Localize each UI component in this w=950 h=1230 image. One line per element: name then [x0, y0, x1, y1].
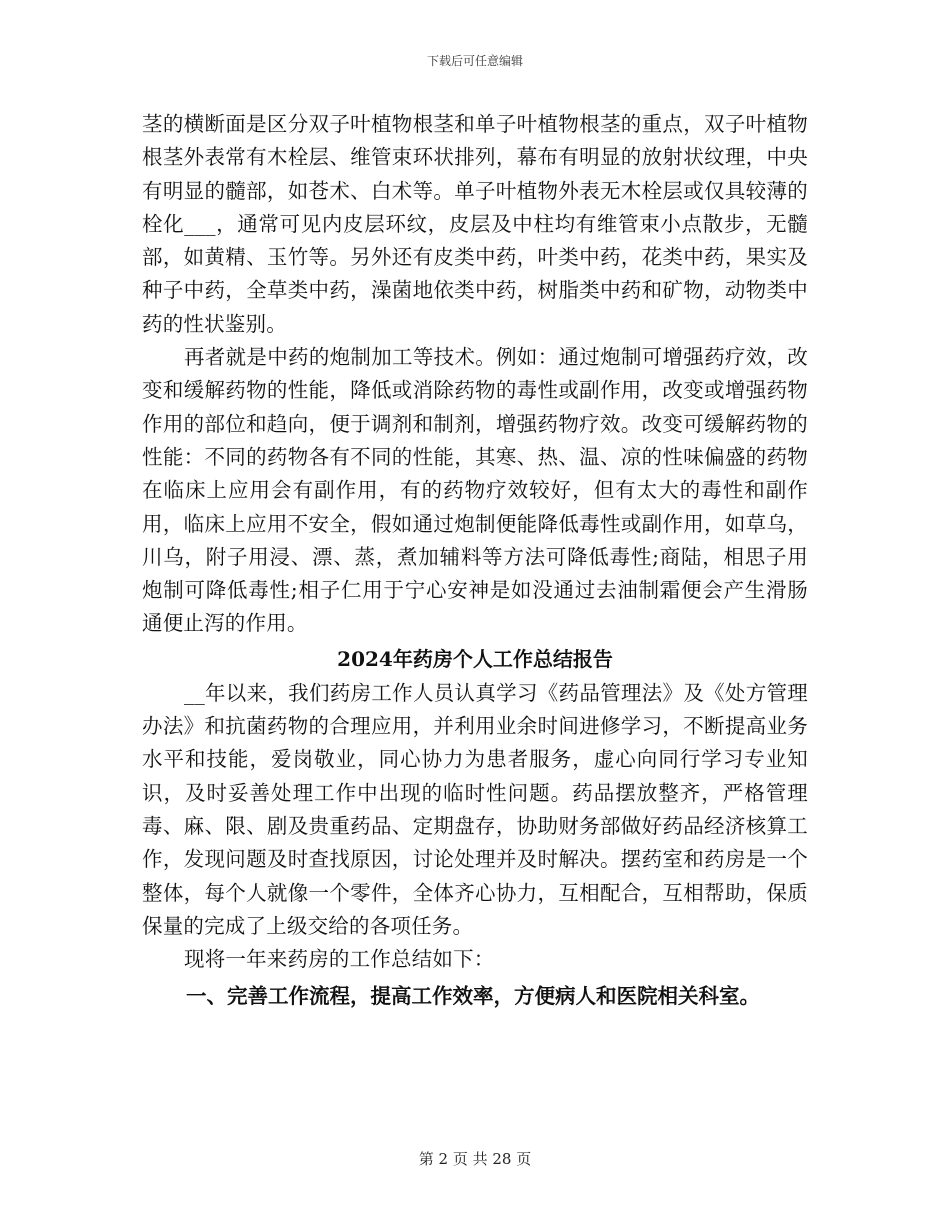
paragraph-rhizome-identification: 茎的横断面是区分双子叶植物根茎和单子叶植物根茎的重点，双子叶植物根茎外表常有木栓层、维管束环状排列，幕布有明显的放射状纹理，中央有明显的髓部，如苍术、白术等。单子叶植物外表无木栓层或仅具较薄的栓化___，通常可见内皮层环纹，皮层及中柱均有维管束小点散步，无髓部，如黄精、玉竹等。另外还有皮类中药，叶类中药，花类中药，果实及种子中药，全草类中药，澡菌地依类中药，树脂类中药和矿物，动物类中药的性状鉴别。	[142, 112, 808, 336]
page-header-note: 下载后可任意编辑	[426, 54, 523, 68]
document-body	[142, 108, 808, 1014]
section-heading-1: 一、完善工作流程，提高工作效率，方便病人和医院相关科室。	[186, 984, 760, 1009]
paragraph-processing-techniques: 再者就是中药的炮制加工等技术。例如：通过炮制可增强药疗效，改变和缓解药物的性能，降低或消除药物的毒性或副作用，改变或增强药物作用的部位和趋向，便于调剂和制剂，增强药物疗效。改变可缓解药物的性能：不同的药物各有不同的性能，其寒、热、温、凉的性味偏盛的药物在临床上应用会有副作用，有的药物疗效较好，但有太大的毒性和副作用，临床上应用不安全，假如通过炮制便能降低毒性或副作用，如草乌，川乌，附子用浸、漂、蒸，煮加辅料等方法可降低毒性;商陆，相思子用炮制可降低毒性;相子仁用于宁心安神是如没通过去油制霜便会产生滑肠通便止泻的作用。	[142, 345, 808, 636]
paragraph-summary-lead: 现将一年来药房的工作总结如下：	[184, 947, 495, 972]
paragraph-report-intro: __年以来，我们药房工作人员认真学习《药品管理法》及《处方管理办法》和抗菌药物的合理应用，并利用业余时间进修学习，不断提高业务水平和技能，爱岗敬业，同心协力为患者服务，虚心向同行学习专业知识，及时妥善处理工作中出现的临时性问题。药品摆放整齐，严格管理毒、麻、限、剧及贵重药品、定期盘存，协助财务部做好药品经济核算工作，发现问题及时查找原因，讨论处理并及时解决。摆药室和药房是一个整体，每个人就像一个零件，全体齐心协力，互相配合，互相帮助，保质保量的完成了上级交给的各项任务。	[142, 680, 808, 938]
report-title: 2024年药房个人工作总结报告	[337, 646, 613, 671]
page-footer-number: 第 2 页 共 28 页	[418, 1150, 532, 1168]
